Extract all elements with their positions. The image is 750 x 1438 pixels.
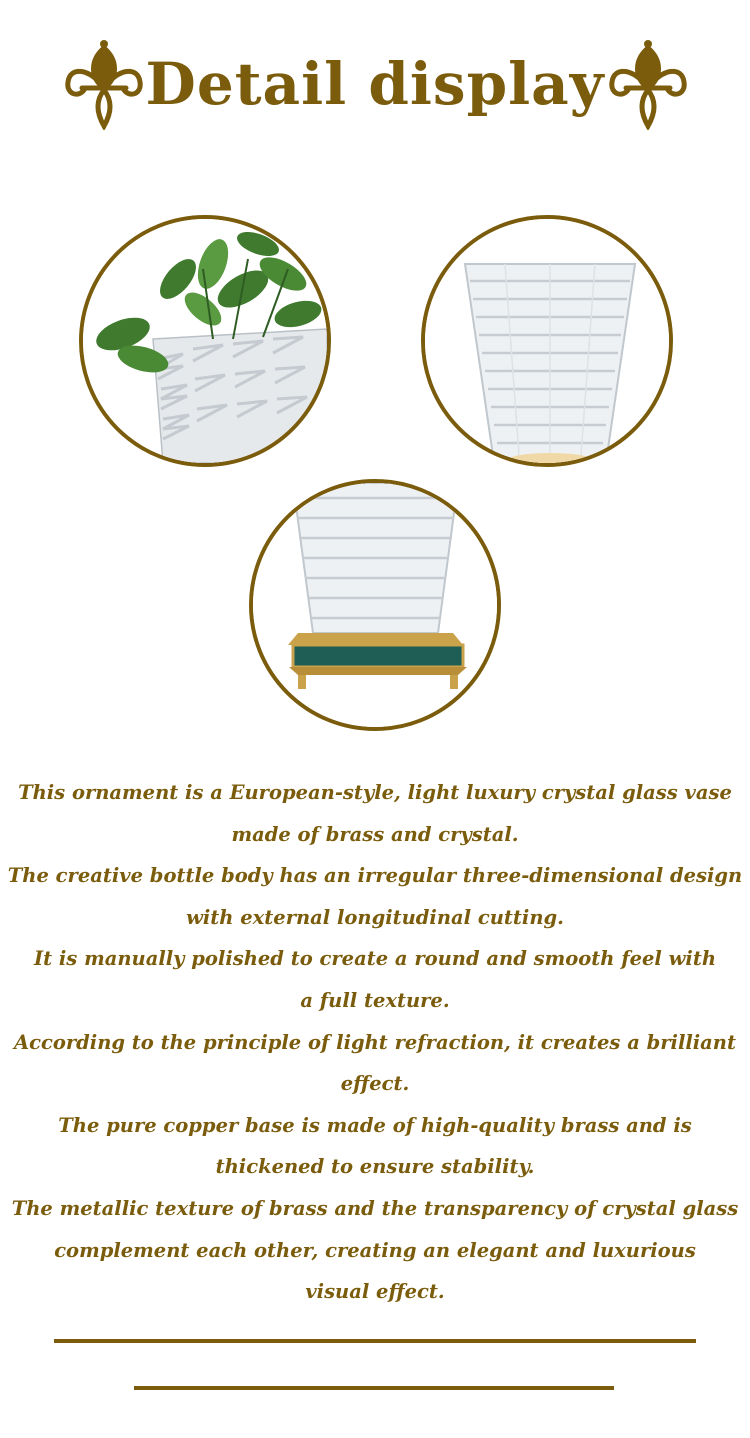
divider-line [54,1339,696,1343]
product-description [0,772,750,1313]
description-line: made of brass and crystal. [231,822,519,846]
description-line: thickened to ensure stability. [215,1155,535,1179]
description-line: It is manually polished to create a round and smooth feel with [33,947,716,971]
description-line: complement each other, creating an elegant and luxurious [54,1238,696,1262]
detail-image-crystal-vase [421,215,673,467]
description-line: This ornament is a European-style, light luxury crystal glass vase [18,781,732,804]
detail-image-leaves-vase-top [79,215,331,467]
fleur-de-lis-ornament-icon [604,38,692,130]
header [0,38,750,138]
description-line: The creative bottle body has an irregular three-dimensional design [7,864,743,888]
description-line: effect. [340,1072,410,1096]
page-title: Detail display [145,50,605,118]
description-line: The pure copper base is made of high-quality brass and is [58,1113,692,1137]
description-line: According to the principle of light refraction, it creates a brilliant [14,1030,736,1054]
divider-line [134,1386,614,1390]
description-line: a full texture. [300,988,450,1012]
description-line: with external longitudinal cutting. [186,905,564,929]
description-line: The metallic texture of brass and the transparency of crystal glass [11,1196,739,1220]
vase-base-illustration [253,483,497,727]
detail-image-vase-base [249,479,501,731]
vase-leaves-illustration [83,219,327,463]
crystal-vase-illustration [425,219,669,463]
description-line: visual effect. [305,1280,445,1304]
